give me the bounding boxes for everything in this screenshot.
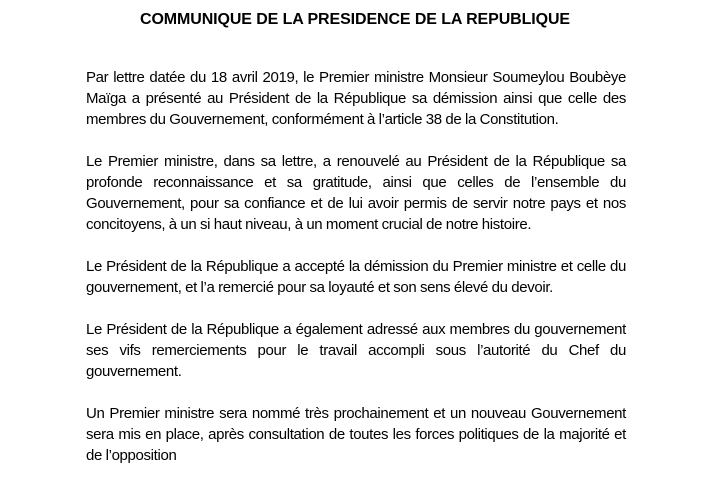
paragraph-thanks: Le Président de la République a également adressé aux membres du gouvernement ses vifs remerciements pour le travail accompli sous l’autorité du Chef du gouvernement. — [86, 321, 626, 380]
paragraph-resignation-letter: Par lettre datée du 18 avril 2019, le Premier ministre Monsieur Soumeylou Boubèye Maïga a présenté au Président de la République sa démission ainsi que celle des membres du Gouvernement, conformément à l’article 38 de la Constitution. — [86, 69, 626, 128]
document-body — [86, 67, 626, 487]
paragraph-gratitude: Le Premier ministre, dans sa lettre, a renouvelé au Président de la République sa profonde reconnaissance et sa gratitude, ainsi que celles de l’ensemble du Gouvernement, pour sa confiance et de lui avoir permis de servir notre pays et nos concitoyens, à un si haut niveau, à un moment crucial de notre histoire. — [86, 153, 626, 233]
document-title: COMMUNIQUE DE LA PRESIDENCE DE LA REPUBLIQUE — [140, 11, 570, 28]
paragraph-acceptance: Le Président de la République a accepté la démission du Premier ministre et celle du gouvernement, et l’a remercié pour sa loyauté et son sens élevé du devoir. — [86, 258, 626, 296]
paragraph-new-government: Un Premier ministre sera nommé très prochainement et un nouveau Gouvernement sera mis en place, après consultation de toutes les forces politiques de la majorité et de l’opposition — [86, 405, 626, 464]
